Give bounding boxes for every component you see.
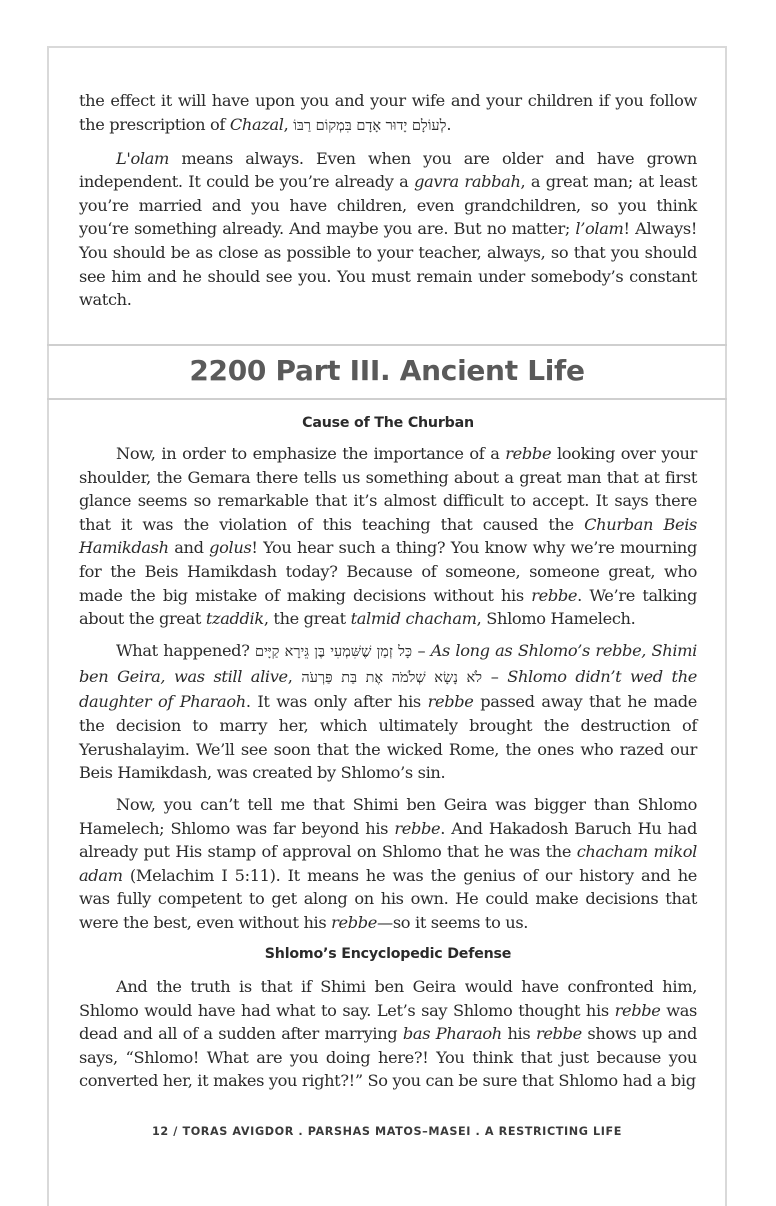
text-run: And the truth is that if Shimi ben Geira would have confronted him, Shlomo would have had what to say. Let’s say Shlomo thought his <box>79 977 697 1020</box>
italic-term: rebbe <box>531 585 578 605</box>
section-divider-bottom <box>47 398 727 400</box>
text-run: Now, you can’t tell me that Shimi ben Geira was bigger than Shlomo Hamelech; Shlomo was far beyond his <box>79 795 697 838</box>
text-run: . <box>446 114 452 134</box>
text-run: his <box>501 1024 536 1044</box>
italic-term: Chazal <box>229 114 284 134</box>
text-run: (Melachim I 5:11). It means he was the genius of our history and he was fully competent to get along on his own. He could make decisions that were the best, even without his <box>79 865 697 933</box>
text-run: . We’re talking about the great <box>79 585 698 629</box>
text-run: – <box>412 641 431 661</box>
italic-term: tzaddik <box>205 609 264 629</box>
subhead-churban: Cause of The Churban <box>302 415 474 431</box>
italic-term: rebbe <box>535 1024 582 1044</box>
top-text-block <box>79 89 697 320</box>
text-run: passed away that he made the decision to marry her, which ultimately brought the destruction of Yerushalayim. We’ll see soon that the wicked Rome, the ones who razed our Beis Hamikdash, was created by Shlomo’s sin. <box>79 692 697 783</box>
italic-translation: As long as Shlomo’s rebbe, Shimi ben Geira, was still alive <box>79 641 697 686</box>
text-run: , <box>287 666 302 686</box>
italic-term: rebbe <box>427 692 474 712</box>
text-run: and <box>168 538 210 558</box>
text-run: the effect it will have upon you and your wife and your children if you follow the prescription of <box>79 91 697 134</box>
text-run: ! You hear such a thing? You know why we’re mourning for the Beis Hamikdash today? Because of someone, someone great, who made the big mistake of making decisions without his <box>79 538 697 605</box>
text-run: means always. Even when you are older and have grown independent. It could be you’re already a <box>79 148 697 192</box>
text-run: ! Always! You should be as close as possible to your teacher, always, so that you should see him and he should see you. You must remain under somebody’s constant watch. <box>79 219 697 310</box>
text-run: shows up and says, “Shlomo! What are you doing here?! You think that just because you converted her, it makes you right?!” So you can be sure that Shlomo had a big <box>79 1024 697 1091</box>
text-run: looking over your shoulder, the Gemara there tells us something about a great man that at first glance seems so remarkable that it’s almost difficult to accept. It says there that it was the violation of this teaching that caused the <box>79 444 698 534</box>
italic-term: chacham mikol adam <box>79 842 697 885</box>
body-paragraph-4 <box>79 975 697 1093</box>
italic-term: talmid chacham <box>350 609 477 629</box>
text-run: was dead and all of a sudden after marrying <box>79 1000 698 1044</box>
italic-term: rebbe <box>505 444 552 463</box>
text-run: What happened? <box>116 641 255 661</box>
hebrew-quote: לֹא נָשָׂא שְׁלֹמֹה אֶת בַּת פַּרְעֹה <box>301 669 482 686</box>
hebrew-quote: לְעוֹלָם יָדוּר אָדָם בִּמְקוֹם רַבּוֹ <box>293 117 447 134</box>
text-run: – <box>481 666 508 686</box>
italic-translation: Shlomo didn’t wed the daughter of Pharaoh <box>79 666 698 712</box>
italic-term: L'olam <box>116 148 170 168</box>
hebrew-quote: כָּל זְמַן שֶׁשִּׁמְעִי בֶּן גֵּירָא קַיָּים <box>254 644 413 661</box>
italic-term: bas Pharaoh <box>402 1024 502 1044</box>
text-run: Now, in order to emphasize the importance of a <box>116 444 506 463</box>
subhead-defense: Shlomo’s Encyclopedic Defense <box>264 946 512 963</box>
text-run: . It was only after his <box>245 692 428 712</box>
italic-term: gavra rabbah <box>414 172 521 192</box>
italic-term: rebbe <box>614 1000 661 1020</box>
italic-term: Churban Beis Hamikdash <box>79 514 698 558</box>
body-paragraph-3 <box>79 793 697 935</box>
body-text-block <box>79 442 697 1101</box>
section-title: 2200 Part III. Ancient Life <box>189 354 585 387</box>
text-run: , the great <box>263 609 351 629</box>
body-paragraph-2 <box>79 639 697 785</box>
text-run: . And Hakadosh Baruch Hu had already put His stamp of approval on Shlomo that he was the <box>79 818 697 862</box>
text-run: —so it seems to us. <box>377 913 529 933</box>
italic-term: rebbe <box>331 913 377 933</box>
text-run: , <box>283 114 294 134</box>
section-divider-top <box>47 344 727 346</box>
body-paragraph-1 <box>79 442 697 631</box>
text-run: , Shlomo Hamelech. <box>476 609 636 629</box>
italic-term: rebbe <box>394 818 441 838</box>
top-paragraph-1 <box>79 89 697 138</box>
page-footer: 12 / TORAS AVIGDOR . PARSHAS MATOS–MASEI . A RESTRICTING LIFE <box>152 1125 622 1138</box>
text-run: , a great man; at least you’re married and you have children, even grandchildren, so you think you‘re something already. And maybe you are. But no matter; <box>79 172 697 239</box>
top-paragraph-2 <box>79 147 697 312</box>
italic-term: golus <box>209 538 252 558</box>
italic-term: l’olam <box>575 219 624 239</box>
